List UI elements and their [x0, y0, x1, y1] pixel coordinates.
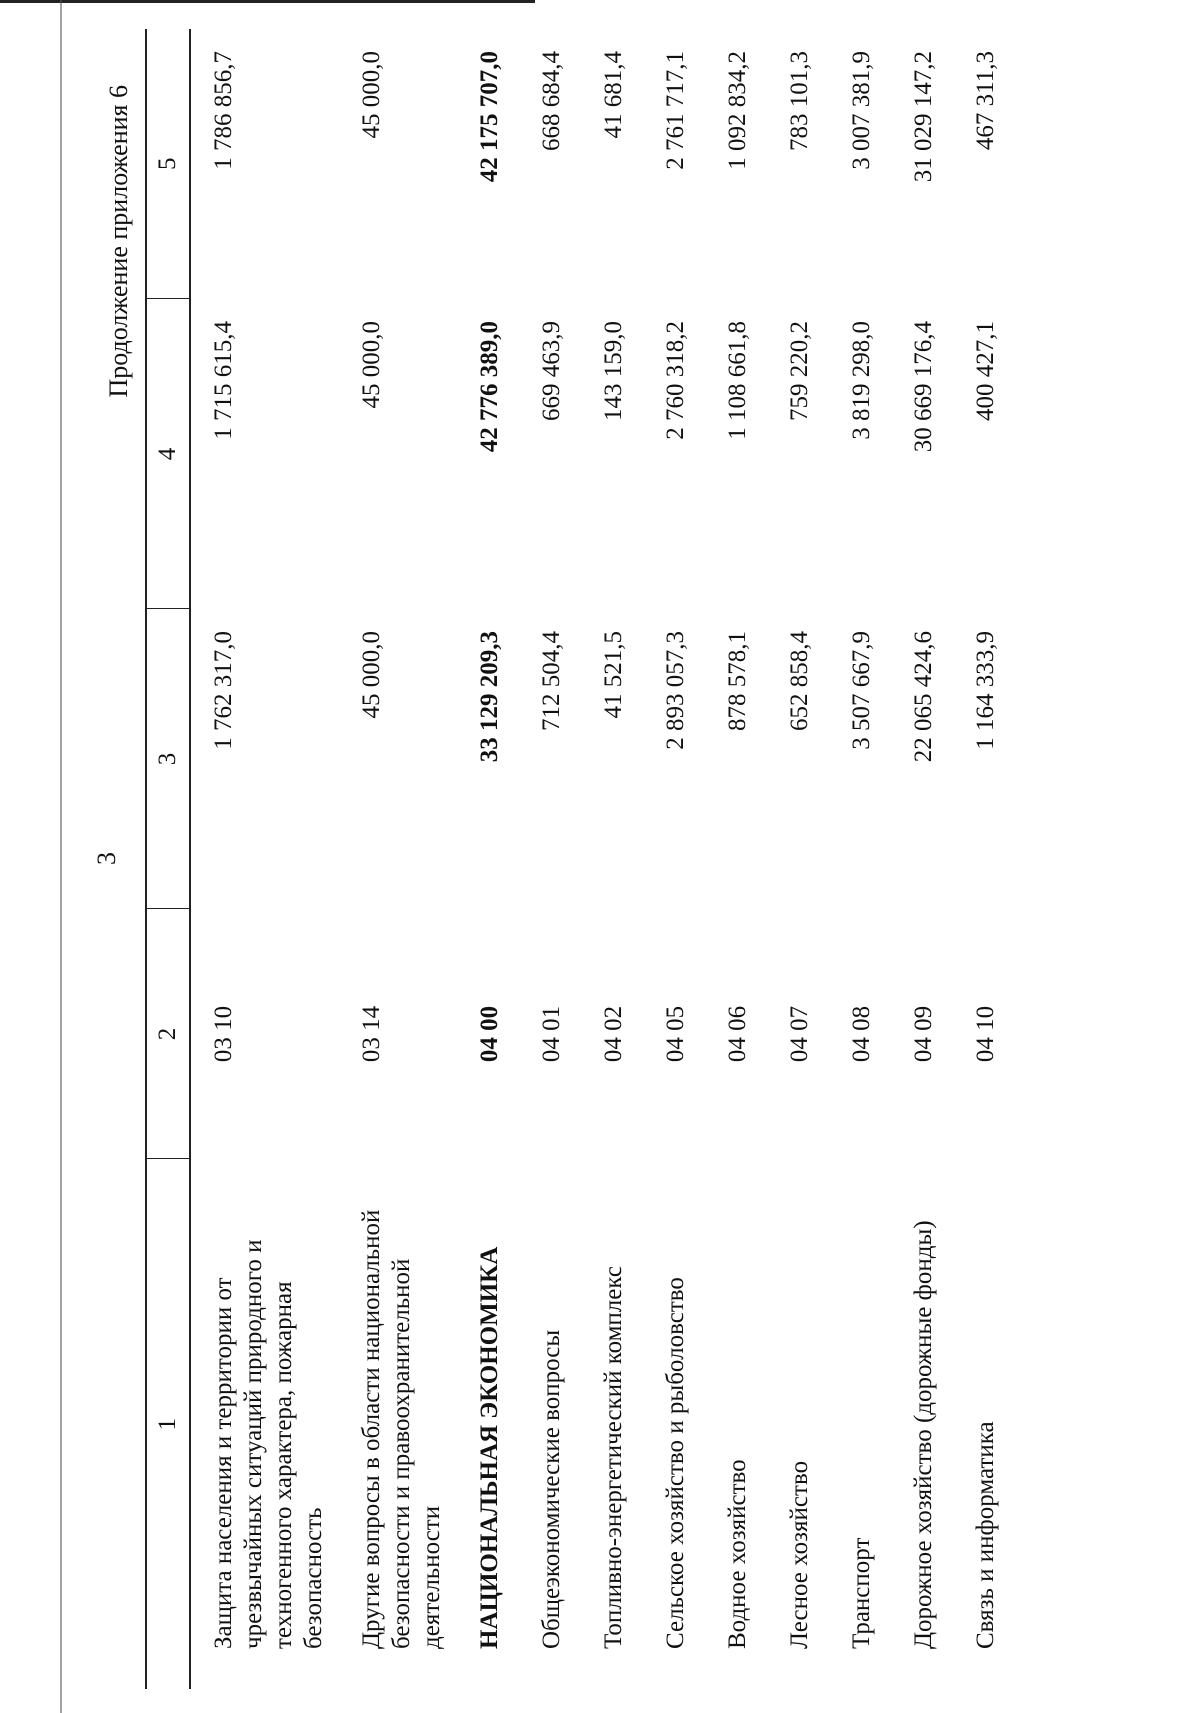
table-row: [599, 29, 661, 1689]
row-value-3: 878 578,1: [724, 631, 751, 731]
row-name: Транспорт: [848, 1537, 875, 1649]
row-value-3: 3 507 667,9: [848, 631, 875, 750]
table-row: [723, 29, 785, 1689]
row-name: Связь и информатика: [972, 1421, 999, 1649]
row-value-4: 2 760 318,2: [662, 321, 689, 440]
row-name: Защита населения и территории от чрезвычайных ситуаций природного и техногенного характера, пожарная безопасность: [210, 1239, 327, 1649]
header-row: [146, 29, 190, 1689]
row-value-5: 41 681,4: [600, 51, 627, 139]
row-name: НАЦИОНАЛЬНАЯ ЭКОНОМИКА: [476, 1246, 503, 1649]
row-value-5: 45 000,0: [358, 51, 385, 139]
continuation-label: Продолжение приложения 6: [104, 85, 133, 398]
row-value-5: 1 092 834,2: [724, 51, 751, 170]
row-value-5: 3 007 381,9: [848, 51, 875, 170]
row-value-3: 1 164 333,9: [972, 631, 999, 750]
budget-table: [145, 29, 1033, 1689]
row-value-3: 712 504,4: [538, 631, 565, 731]
table-row: [475, 29, 537, 1689]
row-value-3: 2 893 057,3: [662, 631, 689, 750]
column-header-4: 4: [146, 299, 190, 609]
row-value-5: 668 684,4: [538, 51, 565, 151]
row-code: 04 07: [786, 1005, 813, 1063]
page-number: 3: [92, 852, 121, 865]
row-name: Общеэкономические вопросы: [538, 1329, 565, 1649]
row-value-4: 42 776 389,0: [476, 321, 503, 453]
row-name: Водное хозяйство: [724, 1459, 751, 1649]
row-value-3: 41 521,5: [600, 631, 627, 719]
row-value-5: 783 101,3: [786, 51, 813, 151]
column-header-3: 3: [146, 609, 190, 909]
table-row: [785, 29, 847, 1689]
scan-edge-top: [0, 0, 535, 3]
row-value-3: 22 065 424,6: [910, 631, 937, 763]
row-code: 04 00: [476, 1005, 503, 1063]
row-code: 04 08: [848, 1005, 875, 1063]
table-row: [537, 29, 599, 1689]
row-name: Другие вопросы в области национальной безопасности и правоохранительной деятельности: [358, 1209, 445, 1649]
row-value-4: 1 715 615,4: [210, 321, 237, 440]
row-value-5: 467 311,3: [972, 51, 999, 151]
row-code: 04 06: [724, 1005, 751, 1063]
row-value-4: 45 000,0: [358, 321, 385, 409]
row-value-4: 1 108 661,8: [724, 321, 751, 440]
table-row: [357, 29, 475, 1689]
row-value-4: 3 819 298,0: [848, 321, 875, 440]
row-name: Сельское хозяйство и рыболовство: [662, 1277, 689, 1649]
row-code: 04 10: [972, 1005, 999, 1063]
row-code: 04 02: [600, 1005, 627, 1063]
row-value-4: 30 669 176,4: [910, 321, 937, 453]
row-value-5: 2 761 717,1: [662, 51, 689, 170]
rotated-content: [50, 5, 1150, 1705]
row-value-3: 33 129 209,3: [476, 631, 503, 763]
column-header-5: 5: [146, 29, 190, 299]
row-code: 04 05: [662, 1005, 689, 1063]
column-header-2: 2: [146, 909, 190, 1159]
row-value-4: 143 159,0: [600, 321, 627, 421]
table-row: [190, 29, 357, 1689]
row-name: Дорожное хозяйство (дорожные фонды): [910, 1220, 937, 1649]
table-row: [909, 29, 971, 1689]
row-value-4: 669 463,9: [538, 321, 565, 421]
table-row: [971, 29, 1033, 1689]
table-row: [661, 29, 723, 1689]
row-value-3: 45 000,0: [358, 631, 385, 719]
row-name: Лесное хозяйство: [786, 1460, 813, 1649]
row-value-4: 759 220,2: [786, 321, 813, 421]
row-code: 04 01: [538, 1005, 565, 1063]
column-header-1: 1: [146, 1159, 190, 1689]
row-value-5: 31 029 147,2: [910, 51, 937, 183]
row-code: 04 09: [910, 1005, 937, 1063]
row-name: Топливно-энергетический комплекс: [600, 1266, 627, 1649]
row-value-3: 652 858,4: [786, 631, 813, 731]
row-value-5: 42 175 707,0: [476, 51, 503, 183]
row-value-5: 1 786 856,7: [210, 51, 237, 170]
row-value-3: 1 762 317,0: [210, 631, 237, 750]
row-code: 03 10: [210, 1005, 237, 1063]
row-value-4: 400 427,1: [972, 321, 999, 421]
table-row: [847, 29, 909, 1689]
row-code: 03 14: [358, 1005, 385, 1063]
